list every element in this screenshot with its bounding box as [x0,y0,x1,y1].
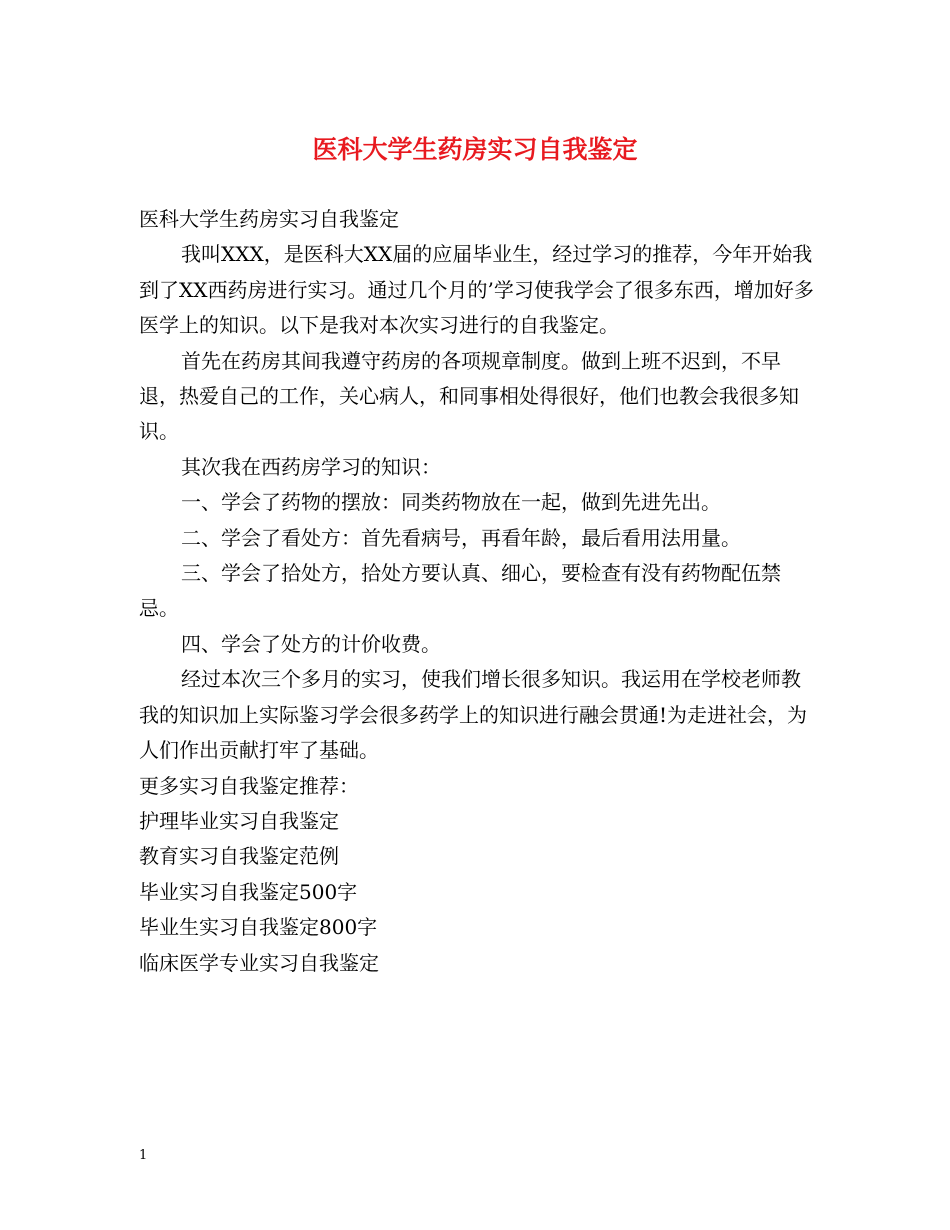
list-item: 一、学会了药物的摆放：同类药物放在一起，做到先进先出。 [181,490,721,515]
recommend-heading: 更多实习自我鉴定推荐： [139,773,359,798]
recommend-link[interactable]: 毕业实习自我鉴定500字 [139,879,358,904]
page-number: 1 [139,1148,148,1163]
paragraph-discipline: 首先在药房其间我遵守药房的各项规章制度。做到上班不迟到，不早退，热爱自己的工作，关心病人，和同事相处得很好，他们也教会我很多知识。 [139,348,799,444]
list-item: 二、学会了看处方：首先看病号，再看年龄，最后看用法用量。 [181,525,741,550]
recommend-link[interactable]: 临床医学专业实习自我鉴定 [139,950,379,975]
paragraph-knowledge-heading: 其次我在西药房学习的知识： [181,454,441,479]
paragraph-conclusion: 经过本次三个多月的实习，使我们增长很多知识。我运用在学校老师教我的知识加上实际鉴习学会很多药学上的知识进行融会贯通!为走进社会，为人们作出贡献打牢了基础。 [139,667,808,763]
list-item: 四、学会了处方的计价收费。 [181,631,441,656]
document-title: 医科大学生药房实习自我鉴定 [312,135,638,164]
document-body [139,202,814,981]
document-subtitle: 医科大学生药房实习自我鉴定 [139,207,399,231]
list-item: 三、学会了拾处方，拾处方要认真、细心，要检查有没有药物配伍禁忌。 [139,561,781,621]
recommend-link[interactable]: 护理毕业实习自我鉴定 [139,808,339,833]
paragraph-intro: 我叫XXX，是医科大XX届的应届毕业生，经过学习的推荐，今年开始我到了XX西药房进行实习。通过几个月的’学习使我学会了很多东西，增加好多医学上的知识。以下是我对本次实习进行的自我鉴定。 [139,242,814,338]
recommend-link[interactable]: 毕业生实习自我鉴定800字 [139,915,378,940]
recommend-link[interactable]: 教育实习自我鉴定范例 [139,844,339,869]
